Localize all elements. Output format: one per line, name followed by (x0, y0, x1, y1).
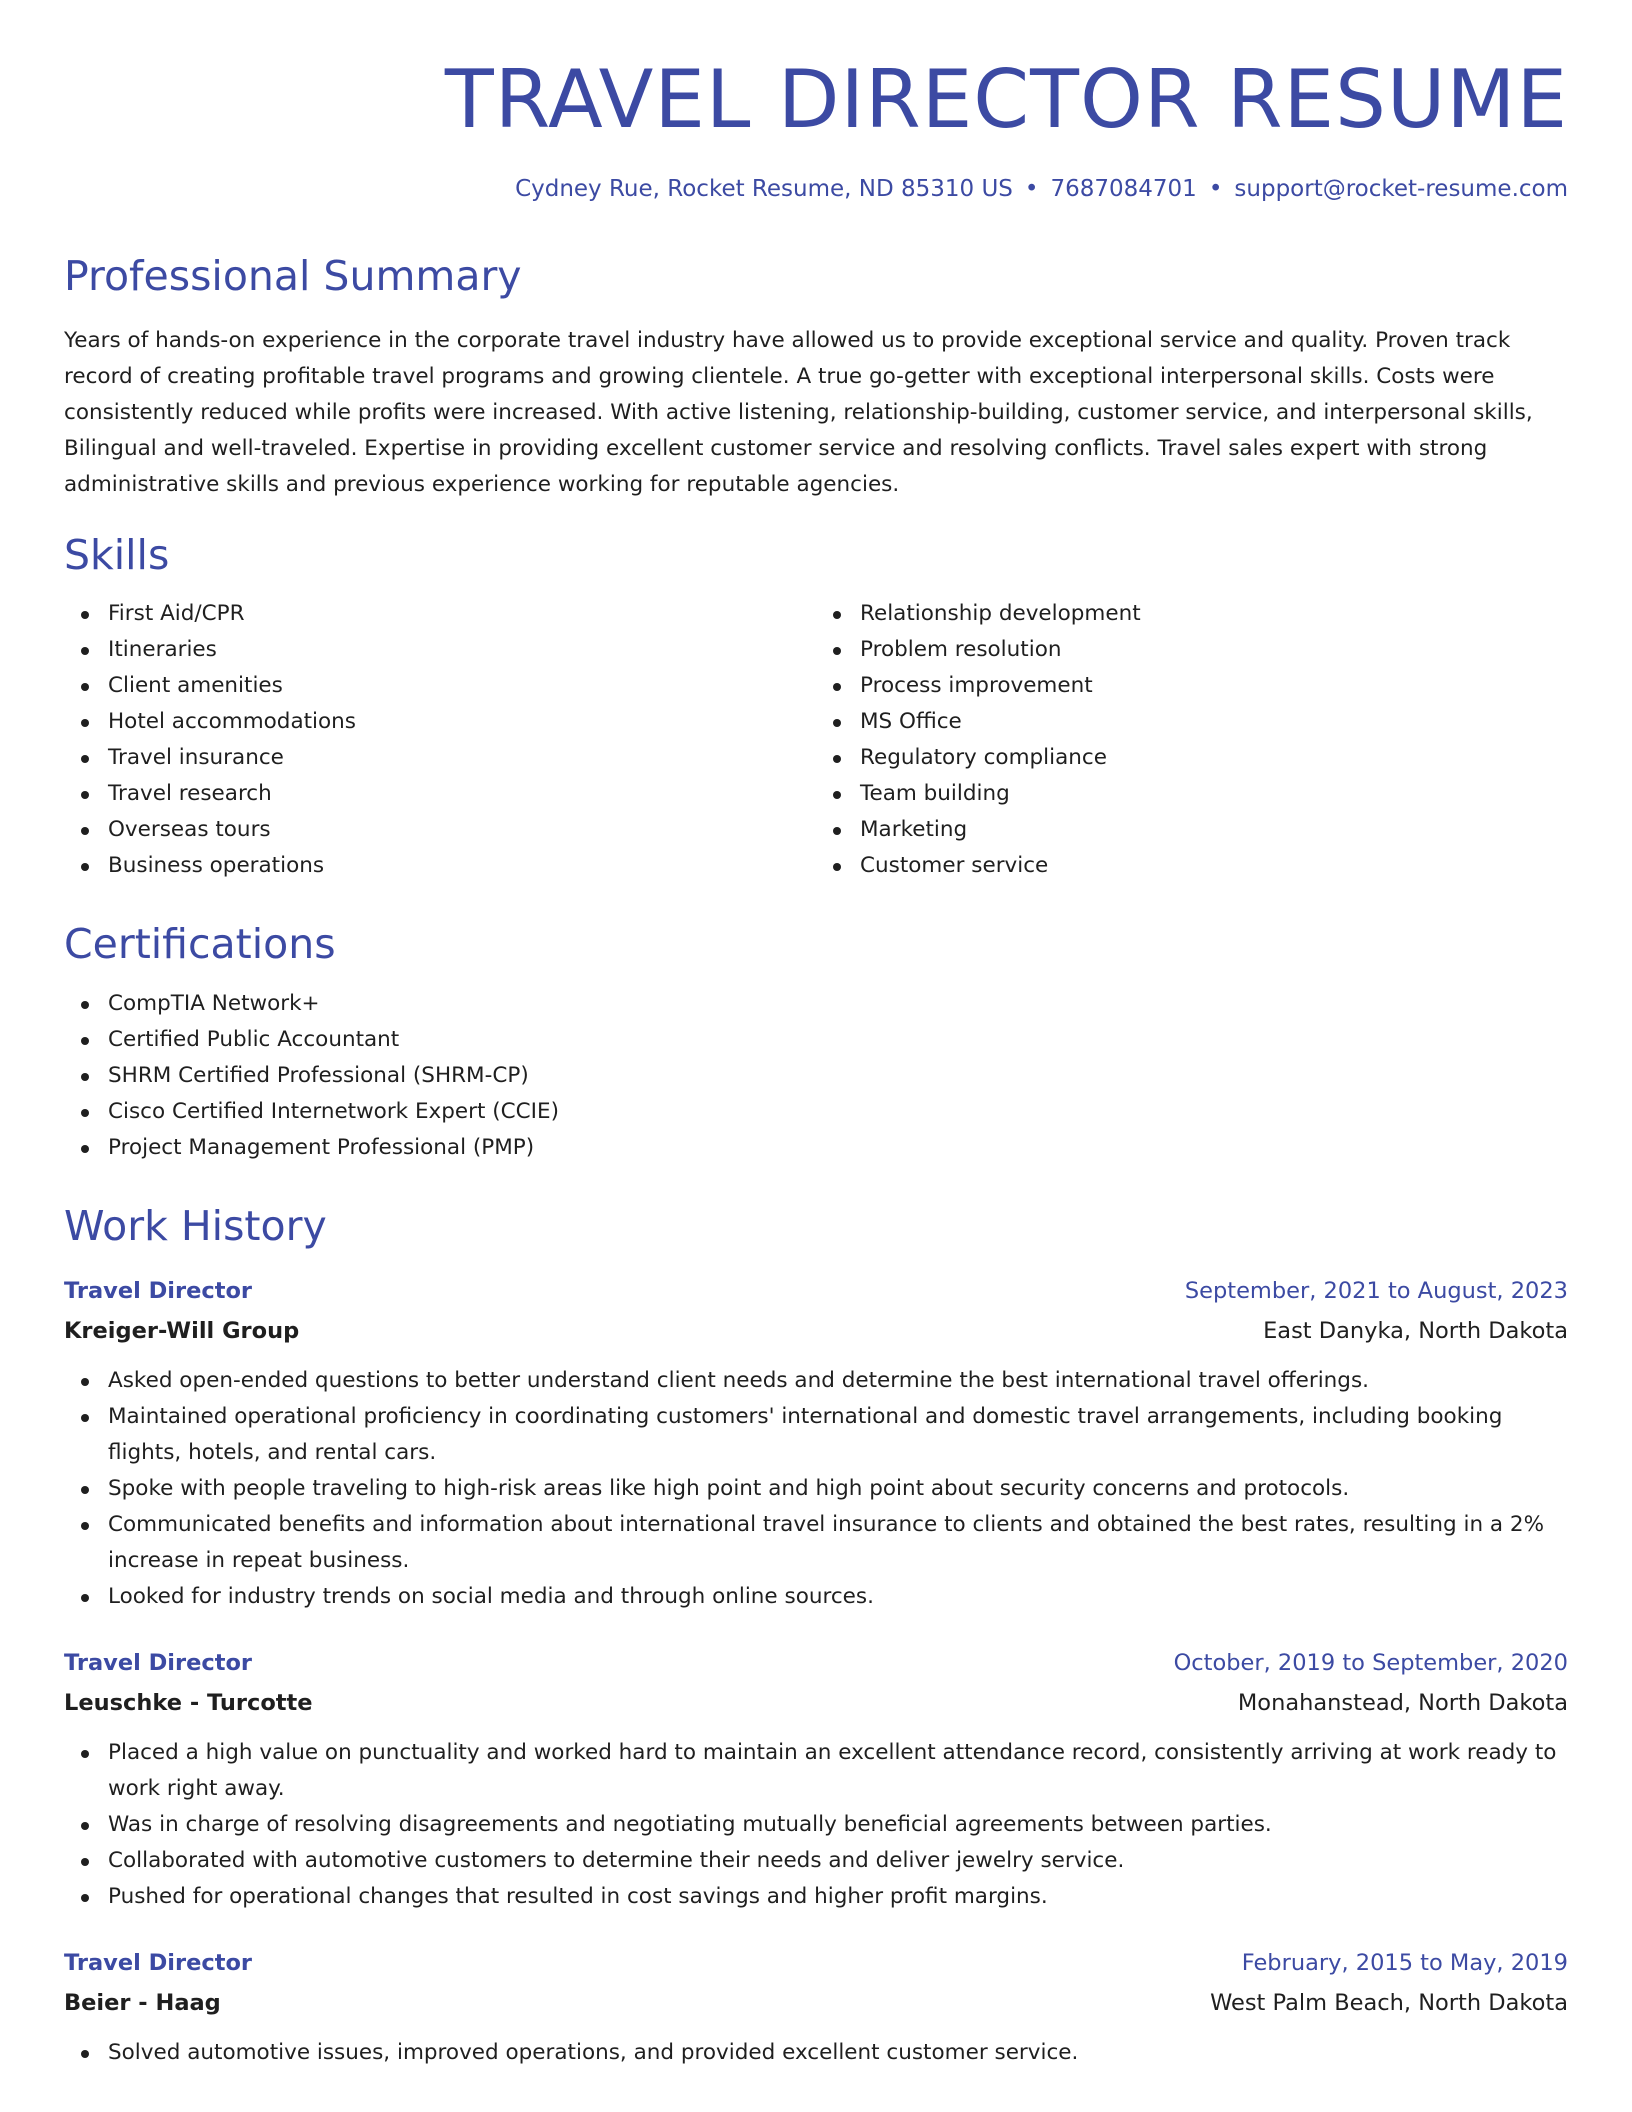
skill-item: MS Office (860, 704, 1568, 740)
job-bullet: Looked for industry trends on social media and through online sources. (108, 1579, 1568, 1615)
job-dates: February, 2015 to May, 2019 (1241, 1949, 1568, 1976)
job-bullet: Pushed for operational changes that resulted in cost savings and higher profit margins. (108, 1879, 1568, 1915)
job-entry (64, 1645, 1568, 1915)
skill-item: Customer service (860, 848, 1568, 884)
job-bullet: Spoke with people traveling to high-risk areas like high point and high point about security concerns and protocols. (108, 1471, 1568, 1507)
work-history-list (64, 1273, 1568, 2071)
job-dates: September, 2021 to August, 2023 (1184, 1277, 1568, 1304)
job-bullets (64, 1363, 1568, 1615)
skill-item: Problem resolution (860, 632, 1568, 668)
skill-item: First Aid/CPR (108, 596, 816, 632)
job-dates: October, 2019 to September, 2020 (1173, 1649, 1568, 1676)
job-bullet: Was in charge of resolving disagreements and negotiating mutually beneficial agreements between parties. (108, 1807, 1568, 1843)
skill-item: Relationship development (860, 596, 1568, 632)
job-subheader (64, 1313, 1568, 1349)
skills-heading: Skills (64, 531, 170, 580)
skills-list-left (64, 596, 816, 884)
skill-item: Overseas tours (108, 812, 816, 848)
job-title: Travel Director (64, 1949, 253, 1976)
skill-item: Team building (860, 776, 1568, 812)
job-company: Leuschke - Turcotte (64, 1689, 313, 1716)
skill-item: Business operations (108, 848, 816, 884)
job-location: West Palm Beach, North Dakota (1210, 1989, 1568, 2016)
bullet-separator: • (1208, 176, 1223, 202)
job-entry (64, 1945, 1568, 2071)
certification-item: SHRM Certified Professional (SHRM-CP) (108, 1058, 1568, 1094)
skill-item: Travel research (108, 776, 816, 812)
job-location: East Danyka, North Dakota (1263, 1317, 1568, 1344)
job-bullet: Placed a high value on punctuality and worked hard to maintain an excellent attendance record, consistently arriving at work ready to work right away. (108, 1735, 1568, 1807)
skill-item: Hotel accommodations (108, 704, 816, 740)
work-history-heading: Work History (64, 1201, 327, 1250)
certifications-heading: Certifications (64, 920, 336, 969)
job-header (64, 1645, 1568, 1681)
job-bullets (64, 2035, 1568, 2071)
certification-item: Cisco Certified Internetwork Expert (CCIE) (108, 1094, 1568, 1130)
bullet-separator: • (1024, 176, 1039, 202)
skill-item: Regulatory compliance (860, 740, 1568, 776)
contact-email: support@rocket-resume.com (1234, 176, 1568, 202)
job-bullets (64, 1735, 1568, 1915)
certifications-list (64, 986, 1568, 1166)
skills-grid (64, 596, 1568, 884)
page-title: TRAVEL DIRECTOR RESUME (444, 53, 1568, 146)
job-title: Travel Director (64, 1649, 253, 1676)
certification-item: Certified Public Accountant (108, 1022, 1568, 1058)
contact-line (64, 176, 1568, 202)
contact-phone: 7687084701 (1050, 176, 1197, 202)
resume-header (64, 52, 1568, 202)
job-entry (64, 1273, 1568, 1615)
contact-address: Cydney Rue, Rocket Resume, ND 85310 US (515, 176, 1013, 202)
job-bullet: Maintained operational proficiency in coordinating customers' international and domestic travel arrangements, including booking flights, hotels, and rental cars. (108, 1399, 1568, 1471)
job-company: Beier - Haag (64, 1989, 221, 2016)
certification-item: CompTIA Network+ (108, 986, 1568, 1022)
job-bullet: Communicated benefits and information about international travel insurance to clients and obtained the best rates, resulting in a 2% increase in repeat business. (108, 1507, 1568, 1579)
summary-heading: Professional Summary (64, 252, 522, 300)
skill-item: Marketing (860, 812, 1568, 848)
job-subheader (64, 1685, 1568, 1721)
job-company: Kreiger-Will Group (64, 1317, 300, 1344)
summary-text: Years of hands-on experience in the corporate travel industry have allowed us to provide exceptional service and quality. Proven track record of creating profitable travel programs and growing clientele. A true go-getter with exceptional interpersonal skills. Costs were consistently reduced while profits were increased. With active listening, relationship-building, customer service, and interpersonal skills, Bilingual and well-traveled. Expertise in providing excellent customer service and resolving conflicts. Travel sales expert with strong administrative skills and previous experience working for reputable agencies. (64, 328, 1533, 498)
job-bullet: Solved automotive issues, improved operations, and provided excellent customer service. (108, 2035, 1568, 2071)
skill-item: Travel insurance (108, 740, 816, 776)
job-bullet: Asked open-ended questions to better understand client needs and determine the best international travel offerings. (108, 1363, 1568, 1399)
skill-item: Itineraries (108, 632, 816, 668)
skill-item: Process improvement (860, 668, 1568, 704)
skills-list-right (816, 596, 1568, 884)
job-header (64, 1945, 1568, 1981)
skill-item: Client amenities (108, 668, 816, 704)
job-title: Travel Director (64, 1277, 253, 1304)
job-subheader (64, 1985, 1568, 2021)
job-header (64, 1273, 1568, 1309)
job-location: Monahanstead, North Dakota (1237, 1689, 1568, 1716)
job-bullet: Collaborated with automotive customers to determine their needs and deliver jewelry service. (108, 1843, 1568, 1879)
certification-item: Project Management Professional (PMP) (108, 1130, 1568, 1166)
resume-page (64, 0, 1568, 2071)
